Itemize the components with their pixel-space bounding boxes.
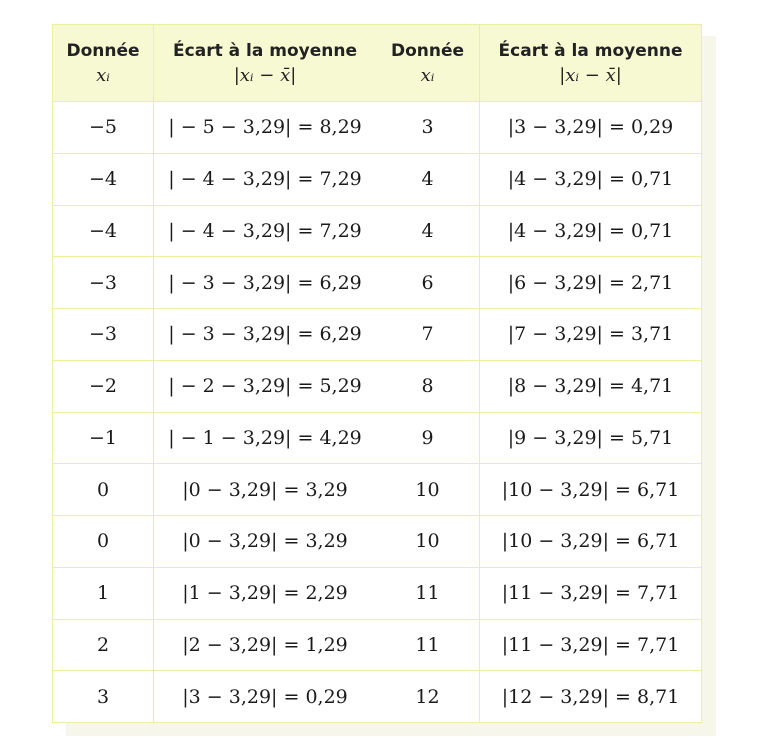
table-cell-value: 9	[376, 413, 480, 465]
table-cell-deviation: |8 − 3,29| = 4,71	[480, 361, 702, 413]
table-cell-value: 3	[52, 671, 154, 723]
table-cell-value: 2	[52, 620, 154, 672]
table-cell-deviation: | − 5 − 3,29| = 8,29	[154, 102, 376, 154]
table-cell-deviation: |12 − 3,29| = 8,71	[480, 671, 702, 723]
table-cell-deviation: |3 − 3,29| = 0,29	[154, 671, 376, 723]
table-cell-deviation: |2 − 3,29| = 1,29	[154, 620, 376, 672]
header-ecart	[154, 25, 376, 102]
table-cell-deviation: | − 1 − 3,29| = 4,29	[154, 413, 376, 465]
header-donnee-symbol: xᵢ	[96, 64, 110, 86]
table-cell-deviation: |10 − 3,29| = 6,71	[480, 516, 702, 568]
table-cell-deviation: | − 4 − 3,29| = 7,29	[154, 154, 376, 206]
table-cell-deviation: |0 − 3,29| = 3,29	[154, 516, 376, 568]
table-cell-value: 10	[376, 516, 480, 568]
table-cell-deviation: |1 − 3,29| = 2,29	[154, 568, 376, 620]
header-ecart-title: Écart à la moyenne	[173, 40, 357, 61]
table-cell-value: −2	[52, 361, 154, 413]
table-cell-deviation: | − 2 − 3,29| = 5,29	[154, 361, 376, 413]
table-cell-value: 3	[376, 102, 480, 154]
table-cell-value: 0	[52, 464, 154, 516]
table-right-half	[376, 25, 702, 723]
table-cell-deviation: |11 − 3,29| = 7,71	[480, 620, 702, 672]
table-cell-value: 12	[376, 671, 480, 723]
table-cell-value: −1	[52, 413, 154, 465]
table-cell-value: 4	[376, 206, 480, 258]
table-cell-value: 0	[52, 516, 154, 568]
table-cell-value: 11	[376, 620, 480, 672]
header-donnee-title: Donnée	[66, 40, 140, 61]
header-ecart	[480, 25, 702, 102]
table-cell-value: 8	[376, 361, 480, 413]
table-left-half	[52, 25, 376, 723]
table-cell-deviation: | − 3 − 3,29| = 6,29	[154, 257, 376, 309]
table-cell-value: 7	[376, 309, 480, 361]
table-cell-value: 10	[376, 464, 480, 516]
header-donnee	[52, 25, 154, 102]
table-cell-deviation: | − 3 − 3,29| = 6,29	[154, 309, 376, 361]
table-cell-value: 11	[376, 568, 480, 620]
table-cell-value: −5	[52, 102, 154, 154]
table-cell-deviation: |10 − 3,29| = 6,71	[480, 464, 702, 516]
table-cell-value: −4	[52, 154, 154, 206]
table-cell-deviation: |4 − 3,29| = 0,71	[480, 154, 702, 206]
table-cell-deviation: |9 − 3,29| = 5,71	[480, 413, 702, 465]
table-cell-deviation: |11 − 3,29| = 7,71	[480, 568, 702, 620]
table-cell-deviation: |6 − 3,29| = 2,71	[480, 257, 702, 309]
table-cell-value: 1	[52, 568, 154, 620]
table-cell-value: 6	[376, 257, 480, 309]
table-cell-deviation: |3 − 3,29| = 0,29	[480, 102, 702, 154]
table-cell-value: −3	[52, 309, 154, 361]
table-cell-deviation: |7 − 3,29| = 3,71	[480, 309, 702, 361]
header-donnee-title: Donnée	[390, 40, 465, 61]
header-ecart-formula: |xᵢ − x̄|	[559, 64, 622, 86]
table-cell-value: −3	[52, 257, 154, 309]
table-cell-deviation: |0 − 3,29| = 3,29	[154, 464, 376, 516]
table-cell-deviation: | − 4 − 3,29| = 7,29	[154, 206, 376, 258]
table-cell-value: −4	[52, 206, 154, 258]
table-cell-deviation: |4 − 3,29| = 0,71	[480, 206, 702, 258]
header-ecart-formula: |xᵢ − x̄|	[233, 64, 297, 86]
header-donnee	[376, 25, 480, 102]
deviation-table	[52, 24, 702, 723]
header-donnee-symbol: xᵢ	[420, 64, 435, 86]
header-ecart-title: Écart à la moyenne	[498, 40, 683, 61]
table-cell-value: 4	[376, 154, 480, 206]
